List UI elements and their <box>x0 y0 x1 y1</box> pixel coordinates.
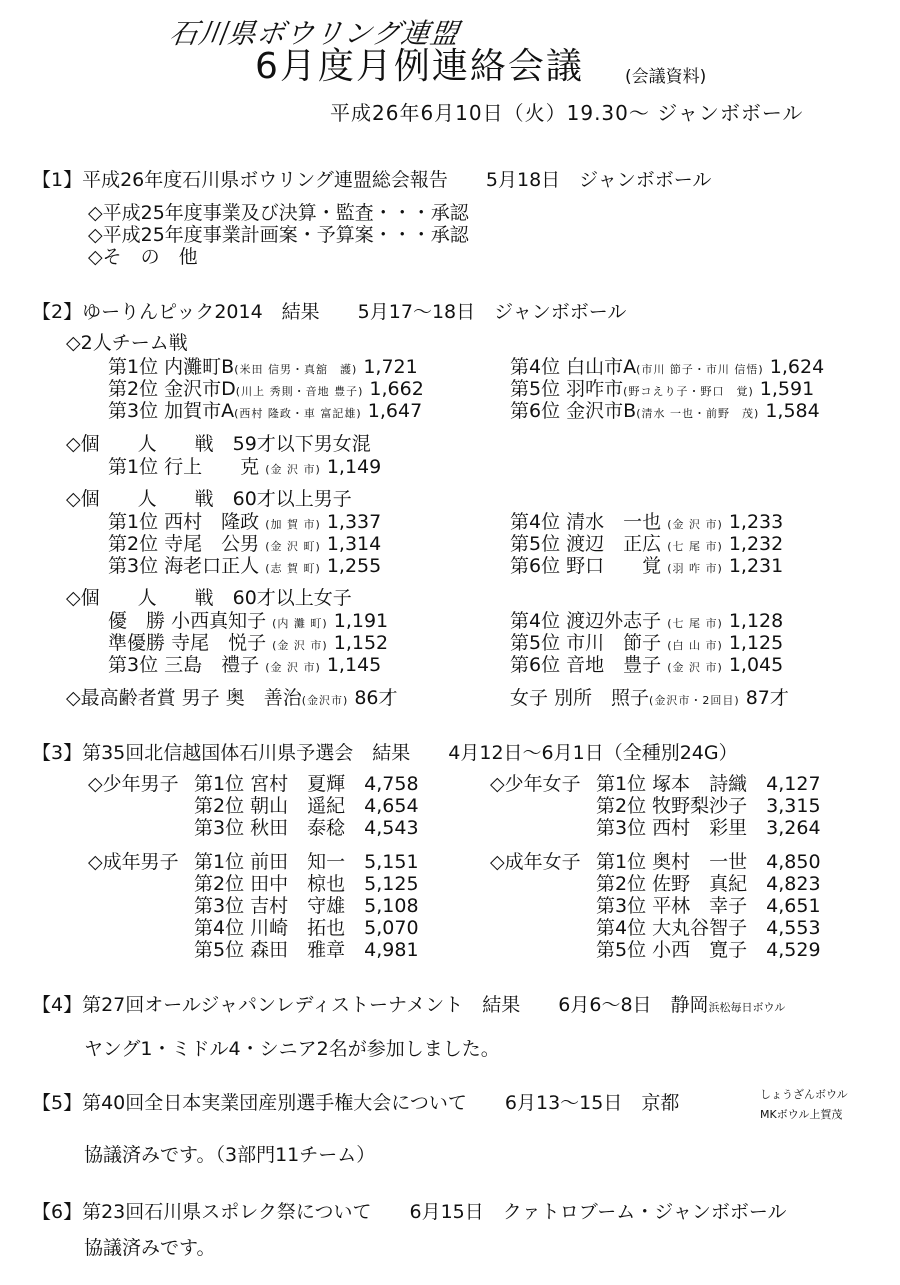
score: 3,315 <box>766 795 821 817</box>
team-members: (市川 節子・市川 信悟) <box>636 363 764 376</box>
player-city: (内 灘 町) <box>272 617 328 630</box>
rank: 準優勝 <box>108 632 166 654</box>
score: 1,314 <box>326 533 382 555</box>
score: 4,654 <box>364 795 419 817</box>
player-name: 平林 幸子 <box>652 895 748 917</box>
player-name: 小西真知子 <box>171 610 267 632</box>
score: 5,108 <box>364 895 419 917</box>
player-city: (七 尾 市) <box>667 540 723 553</box>
player-name: 渡辺外志子 <box>566 610 662 632</box>
player-city: (志 賀 町) <box>265 562 321 575</box>
individual-row <box>510 551 783 578</box>
section-1-item: ◇平成25年度事業計画案・予算案・・・承認 <box>88 224 469 246</box>
score: 1,232 <box>728 533 784 555</box>
player-city: (金 沢 市) <box>265 661 321 674</box>
individual-row <box>108 452 381 479</box>
player-name: 寺尾 悦子 <box>171 632 267 654</box>
rank: 第4位 <box>510 511 561 533</box>
score: 4,981 <box>364 939 419 961</box>
section-1-item: ◇そ の 他 <box>88 246 198 268</box>
rank: 第3位 <box>596 895 647 917</box>
individual-row <box>108 551 381 578</box>
player-name: 行上 克 <box>164 456 260 478</box>
rank: 第2位 <box>108 533 159 555</box>
player-name: 西村 隆政 <box>164 511 260 533</box>
score: 1,231 <box>728 555 784 577</box>
individual-event-title: ◇個 人 戦 59才以下男女混 <box>66 433 371 455</box>
score: 1,721 <box>363 356 418 378</box>
player-name: 市川 節子 <box>566 632 662 654</box>
player-name: 海老口正人 <box>164 555 260 577</box>
rank: 第5位 <box>510 632 561 654</box>
player-city: (七 尾 市) <box>667 617 723 630</box>
score: 4,553 <box>766 917 821 939</box>
page-title: 6月度月例連絡会議 <box>255 46 584 87</box>
team-name: 金沢市B <box>566 400 637 422</box>
team-event-title: ◇2人チーム戦 <box>66 332 188 354</box>
player-name: 野口 覚 <box>566 555 662 577</box>
player-name: 寺尾 公男 <box>164 533 260 555</box>
section-4-title: 【4】第27回オールジャパンレディストーナメント 結果 6月6～8日 静岡 <box>32 994 709 1016</box>
eldest-award-men-label: ◇最高齢者賞 男子 奥 善治 <box>66 687 302 709</box>
rank: 第1位 <box>194 851 245 873</box>
score: 1,647 <box>367 400 423 422</box>
rank: 第6位 <box>510 555 561 577</box>
individual-event-title: ◇個 人 戦 60才以上男子 <box>66 488 352 510</box>
score: 4,850 <box>766 851 821 873</box>
section-5-heading: 【5】第40回全日本実業団産別選手権大会について 6月13～15日 京都 <box>32 1092 680 1114</box>
player-city: (金 沢 市) <box>272 639 328 652</box>
player-name: 前田 知一 <box>250 851 346 873</box>
individual-row <box>108 650 381 677</box>
score: 1,584 <box>765 400 820 422</box>
score: 1,255 <box>326 555 382 577</box>
rank: 第1位 <box>108 456 159 478</box>
eldest-award-men <box>66 683 398 710</box>
score: 1,662 <box>369 378 424 400</box>
section-4-body: ヤング1・ミドル4・シニア2名が参加しました。 <box>84 1038 500 1060</box>
player-city: (金 沢 市) <box>667 518 723 531</box>
result-row <box>194 935 419 962</box>
score: 4,543 <box>364 817 419 839</box>
team-row <box>108 396 422 423</box>
rank: 第4位 <box>510 356 561 378</box>
team-name: 内灘町B <box>164 356 235 378</box>
team-row <box>510 396 820 423</box>
player-name: 渡辺 正広 <box>566 533 662 555</box>
team-members: (清水 一也・前野 茂) <box>636 407 760 420</box>
player-name: 秋田 泰稔 <box>250 817 346 839</box>
player-name: 朝山 遥紀 <box>250 795 346 817</box>
eldest-award-women <box>510 683 789 710</box>
result-row <box>596 935 821 962</box>
rank: 第3位 <box>596 817 647 839</box>
rank: 第2位 <box>194 795 245 817</box>
player-name: 川崎 拓也 <box>250 917 346 939</box>
score: 1,128 <box>728 610 784 632</box>
player-city: (羽 咋 市) <box>667 562 723 575</box>
category-label: ◇少年男子 <box>88 773 179 795</box>
rank: 優 勝 <box>108 610 166 632</box>
rank: 第2位 <box>108 378 159 400</box>
section-5-venue-1: しょうざんボウル <box>760 1088 848 1101</box>
rank: 第3位 <box>108 400 159 422</box>
player-name: 森田 雅章 <box>250 939 346 961</box>
rank: 第1位 <box>108 511 159 533</box>
player-city: (金 沢 市) <box>265 463 321 476</box>
score: 1,337 <box>326 511 382 533</box>
category-label: ◇少年女子 <box>490 773 581 795</box>
player-name: 三島 禮子 <box>164 654 260 676</box>
score: 1,145 <box>326 654 382 676</box>
score: 1,149 <box>326 456 382 478</box>
score: 1,045 <box>728 654 784 676</box>
rank: 第1位 <box>596 851 647 873</box>
player-name: 清水 一也 <box>566 511 662 533</box>
player-city: (白 山 市) <box>667 639 723 652</box>
section-2-heading: 【2】ゆーりんピック2014 結果 5月17～18日 ジャンボボール <box>32 301 627 323</box>
result-row <box>194 813 419 840</box>
eldest-award-men-age: 86才 <box>354 687 398 709</box>
section-6-body: 協議済みです。 <box>84 1237 216 1259</box>
player-city: (加 賀 市) <box>265 518 321 531</box>
team-members: (野コえり子・野口 覚) <box>623 385 754 398</box>
team-members: (米田 信男・真舘 護) <box>234 363 358 376</box>
rank: 第2位 <box>596 795 647 817</box>
rank: 第5位 <box>596 939 647 961</box>
rank: 第2位 <box>596 873 647 895</box>
score: 4,651 <box>766 895 821 917</box>
rank: 第2位 <box>194 873 245 895</box>
title-subtitle: (会議資料) <box>625 67 707 87</box>
section-4-venue: 浜松毎日ボウル <box>708 1001 786 1014</box>
player-city: (金 沢 市) <box>667 661 723 674</box>
score: 1,624 <box>769 356 825 378</box>
eldest-award-women-label: 女子 別所 照子 <box>510 687 650 709</box>
organization-name: 石川県ボウリング連盟 <box>167 17 462 50</box>
player-name: 音地 豊子 <box>566 654 662 676</box>
rank: 第3位 <box>194 895 245 917</box>
player-city: (金 沢 町) <box>265 540 321 553</box>
section-6-heading: 【6】第23回石川県スポレク祭について 6月15日 クァトロブーム・ジャンボボール <box>32 1201 787 1223</box>
score: 1,125 <box>728 632 784 654</box>
score: 4,127 <box>766 773 821 795</box>
section-1-heading: 【1】平成26年度石川県ボウリング連盟総会報告 5月18日 ジャンボボール <box>32 169 712 191</box>
score: 1,591 <box>759 378 815 400</box>
rank: 第6位 <box>510 400 561 422</box>
score: 3,264 <box>766 817 821 839</box>
player-name: 大丸谷智子 <box>652 917 748 939</box>
team-members: (西村 隆政・車 富記雄) <box>234 407 362 420</box>
player-name: 西村 彩里 <box>652 817 748 839</box>
individual-row <box>510 650 783 677</box>
rank: 第3位 <box>194 817 245 839</box>
section-5-body: 協議済みです。（3部門11チーム） <box>84 1144 376 1166</box>
rank: 第6位 <box>510 654 561 676</box>
team-name: 加賀市A <box>164 400 235 422</box>
score: 4,823 <box>766 873 821 895</box>
rank: 第1位 <box>108 356 159 378</box>
rank: 第4位 <box>194 917 245 939</box>
score: 1,233 <box>728 511 784 533</box>
rank: 第5位 <box>194 939 245 961</box>
section-4-heading <box>32 990 785 1017</box>
player-name: 吉村 守雄 <box>250 895 346 917</box>
player-name: 田中 椋也 <box>250 873 346 895</box>
player-name: 小西 寛子 <box>652 939 748 961</box>
team-name: 金沢市D <box>164 378 236 400</box>
player-name: 奥村 一世 <box>652 851 748 873</box>
section-5-venue-2: MKボウル上賀茂 <box>760 1108 843 1121</box>
rank: 第4位 <box>596 917 647 939</box>
category-label: ◇成年男子 <box>88 851 179 873</box>
eldest-award-women-city: (金沢市・2回目) <box>649 694 740 707</box>
score: 1,152 <box>333 632 389 654</box>
category-label: ◇成年女子 <box>490 851 581 873</box>
rank: 第1位 <box>194 773 245 795</box>
player-name: 牧野梨沙子 <box>652 795 748 817</box>
team-name: 羽咋市 <box>566 378 624 400</box>
player-name: 宮村 夏輝 <box>250 773 346 795</box>
score: 4,758 <box>364 773 419 795</box>
rank: 第3位 <box>108 654 159 676</box>
section-3-heading: 【3】第35回北信越国体石川県予選会 結果 4月12日～6月1日（全種別24G） <box>32 742 738 764</box>
result-row <box>596 813 821 840</box>
score: 1,191 <box>333 610 389 632</box>
score: 5,125 <box>364 873 419 895</box>
rank: 第1位 <box>596 773 647 795</box>
rank: 第3位 <box>108 555 159 577</box>
rank: 第4位 <box>510 610 561 632</box>
player-name: 塚本 詩織 <box>652 773 748 795</box>
player-name: 佐野 真紀 <box>652 873 748 895</box>
eldest-award-women-age: 87才 <box>745 687 789 709</box>
team-name: 白山市A <box>566 356 637 378</box>
score: 5,070 <box>364 917 419 939</box>
section-1-item: ◇平成25年度事業及び決算・監査・・・承認 <box>88 202 469 224</box>
individual-event-title: ◇個 人 戦 60才以上女子 <box>66 587 352 609</box>
score: 5,151 <box>364 851 419 873</box>
score: 4,529 <box>766 939 821 961</box>
eldest-award-men-city: (金沢市) <box>301 694 349 707</box>
team-members: (川上 秀則・音地 豊子) <box>235 385 364 398</box>
rank: 第5位 <box>510 533 561 555</box>
rank: 第5位 <box>510 378 561 400</box>
meeting-dateline: 平成26年6月10日（火）19.30～ ジャンボボール <box>330 101 804 125</box>
